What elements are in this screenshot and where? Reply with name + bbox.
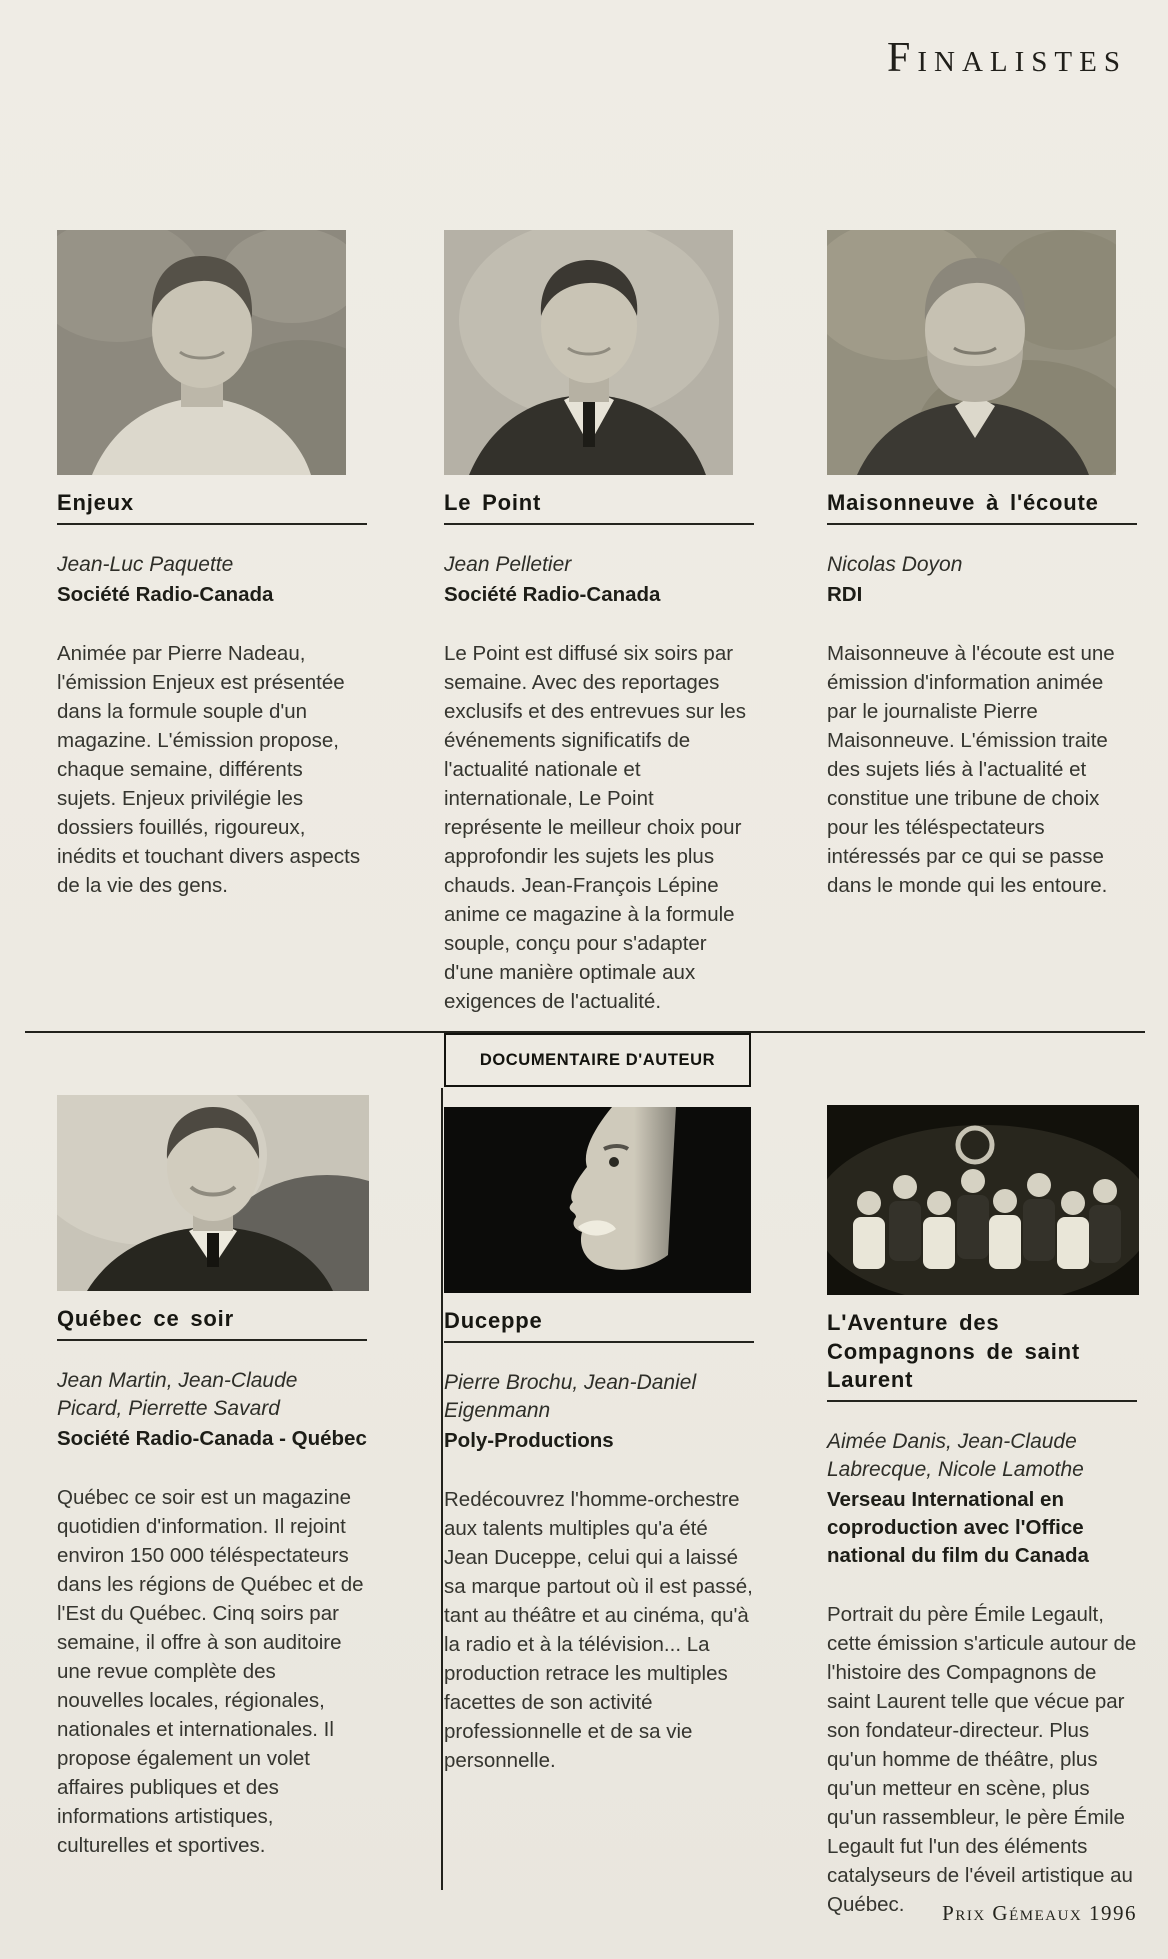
entry-title: Enjeux <box>57 489 367 525</box>
entry-people: Pierre Brochu, Jean-Daniel Eigenmann <box>444 1370 697 1422</box>
entry-company: RDI <box>827 582 863 606</box>
entry-company: Verseau International en coproduction avec l'Office national du film du Canada <box>827 1487 1089 1567</box>
entry-company: Poly-Productions <box>444 1428 614 1452</box>
entry-description: Redécouvrez l'homme-orchestre aux talents multiples qu'a été Jean Duceppe, celui qui a laissé sa marque partout où il est passé, tant au théâtre et au cinéma, qu'à la radio et à la télévision... La production retrace les multiples facettes de son activité professionnelle et de sa vie personnelle. <box>444 1487 753 1772</box>
enjeux-photo <box>57 230 367 475</box>
page-footer: Prix Gémeaux 1996 <box>942 1901 1137 1925</box>
category-box-label: DOCUMENTAIRE D'AUTEUR <box>479 1050 716 1069</box>
finalist-entry-le-point <box>444 230 754 1016</box>
entry-title: Le Point <box>444 489 754 525</box>
entry-people: Nicolas Doyon <box>827 552 963 576</box>
entry-description: Maisonneuve à l'écoute est une émission d'information animée par le journaliste Pierre Maisonneuve. L'émission traite des sujets liés à l'actualité et constitue une tribune de choix pour les téléspectateurs intéressés par ce qui se passe dans le monde qui les entoure. <box>827 641 1115 897</box>
category-box <box>444 1033 751 1087</box>
entry-company: Société Radio-Canada <box>57 582 274 606</box>
maisonneuve-photo <box>827 230 1137 475</box>
entry-description: Portrait du père Émile Legault, cette émission s'articule autour de l'histoire des Compagnons de saint Laurent telle que vécue par son fondateur-directeur. Plus qu'un homme de théâtre, plus qu'un metteur en scène, plus qu'un rassembleur, le père Émile Legault fut l'un des éléments catalyseurs de l'éveil artistique au Québec. <box>827 1602 1137 1916</box>
finalist-entry-quebec-ce-soir <box>57 1095 367 1860</box>
duceppe-photo <box>444 1107 754 1293</box>
entry-company: Société Radio-Canada - Québec <box>57 1426 367 1450</box>
entry-title: Québec ce soir <box>57 1305 367 1341</box>
entry-title: Duceppe <box>444 1307 754 1343</box>
entry-people: Jean Martin, Jean-Claude Picard, Pierrette Savard <box>57 1368 298 1420</box>
page-title: Finalistes <box>887 35 1127 81</box>
finalist-entry-maisonneuve <box>827 230 1137 900</box>
entry-title: L'Aventure des Compagnons de saint Laurent <box>827 1309 1137 1402</box>
entry-people: Jean-Luc Paquette <box>57 552 234 576</box>
finalist-entry-aventure-compagnons <box>827 1105 1137 1919</box>
entry-people: Jean Pelletier <box>444 552 572 576</box>
column-divider-line <box>441 1088 443 1890</box>
le-point-photo <box>444 230 754 475</box>
entry-description: Le Point est diffusé six soirs par semaine. Avec des reportages exclusifs et des entrevues sur les événements significatifs de l'actualité nationale et internationale, Le Point représente le meilleur choix pour approfondir les sujets les plus chauds. Jean-François Lépine anime ce magazine à la formule souple, conçu pour s'adapter d'une manière optimale aux exigences de l'actualité. <box>444 641 746 1013</box>
entry-company: Société Radio-Canada <box>444 582 661 606</box>
entry-title: Maisonneuve à l'écoute <box>827 489 1137 525</box>
quebec-ce-soir-photo <box>57 1095 367 1291</box>
finalist-entry-enjeux <box>57 230 367 900</box>
entry-description: Québec ce soir est un magazine quotidien d'information. Il rejoint environ 150 000 téléspectateurs dans les régions de Québec et de l'Est du Québec. Cinq soirs par semaine, il offre à son auditoire une revue complète des nouvelles locales, régionales, nationales et internationales. Il propose également un volet affaires publiques et des informations artistiques, culturelles et sportives. <box>57 1485 364 1857</box>
compagnons-group-photo <box>827 1105 1137 1295</box>
finalist-entry-duceppe <box>444 1107 754 1775</box>
entry-people: Aimée Danis, Jean-Claude Labrecque, Nicole Lamothe <box>827 1429 1084 1481</box>
entry-description: Animée par Pierre Nadeau, l'émission Enjeux est présentée dans la formule souple d'un magazine. L'émission propose, chaque semaine, différents sujets. Enjeux privilégie les dossiers fouillés, rigoureux, inédits et touchant divers aspects de la vie des gens. <box>57 641 361 897</box>
